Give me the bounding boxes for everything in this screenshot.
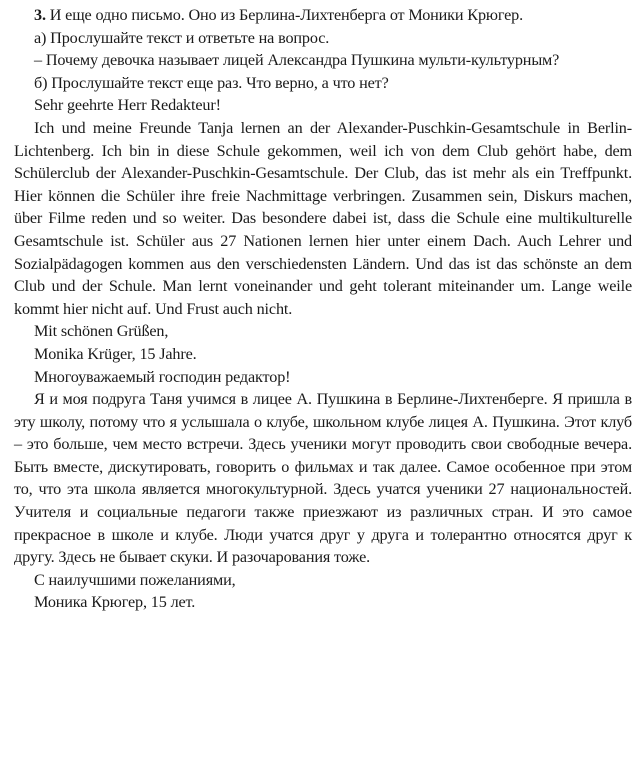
german-letter-body: Ich und meine Freunde Tanja lernen an der Alexander-Puschkin-Gesamtschule in Berlin-Lichtenberg. Ich bin in diese Schule gekommen, weil ich von dem Club gehört habe, dem Schülerclub der Alexander-Puschkin-Gesamtschule. Der Club, das ist mehr als ein Treffpunkt. Hier können die Schüler ihre freie Nachmittage verbringen. Zusammen sein, Diskurs machen, über Filme reden und so weiter. Das besondere dabei ist, dass die Schule eine multikulturelle Gesamtschule ist. Schüler aus 27 Nationen lernen hier unter einem Dach. Auch Lehrer und Sozialpädagogen kommen aus den verschiedensten Ländern. Und das ist das schönste an dem Club und der Schule. Man lernt voneinander und geht tolerant miteinander um. Lange weile kommt hier nicht auf. Und Frust auch nicht. [14, 118, 632, 318]
russian-signature: Моника Крюгер, 15 лет. [34, 593, 196, 612]
task-heading [14, 4, 632, 27]
textbook-page [14, 4, 632, 614]
german-signature: Monika Krüger, 15 Jahre. [34, 344, 197, 363]
russian-closing: С наилучшими пожеланиями, [34, 570, 236, 589]
russian-greeting: Многоуважаемый господин редактор! [34, 367, 291, 386]
task-question: – Почему девочка называет лицей Александра Пушкина мульти-культурным? [34, 51, 560, 70]
task-part-a: а) Прослушайте текст и ответьте на вопрос. [34, 28, 330, 47]
task-part-b: б) Прослушайте текст еще раз. Что верно, а что нет? [34, 73, 389, 92]
task-title: И еще одно письмо. Оно из Берлина-Лихтенберга от Моники Крюгер. [49, 6, 523, 24]
task-number: 3. [34, 6, 46, 24]
german-greeting: Sehr geehrte Herr Redakteur! [34, 96, 221, 115]
russian-letter-body: Я и моя подруга Таня учимся в лицее А. Пушкина в Берлине-Лихтенберге. Я пришла в эту школу, потому что я услышала о клубе, школьном клубе лицея А. Пушкина. Этот клуб – это больше, чем место встречи. Здесь ученики могут проводить свои свободные вечера. Быть вместе, дискутировать, говорить о фильмах и так далее. Самое особенное при этом то, что эта школа является многокультурной. Здесь учатся ученики 27 национальностей. Учителя и социальные педагоги также приезжают из различных стран. И это самое прекрасное в школе и клубе. Люди учатся друг у друга и толерантно относятся друг к другу. Здесь не бывает скуки. И разочарования тоже. [14, 390, 632, 567]
german-closing: Mit schönen Grüßen, [34, 322, 169, 341]
